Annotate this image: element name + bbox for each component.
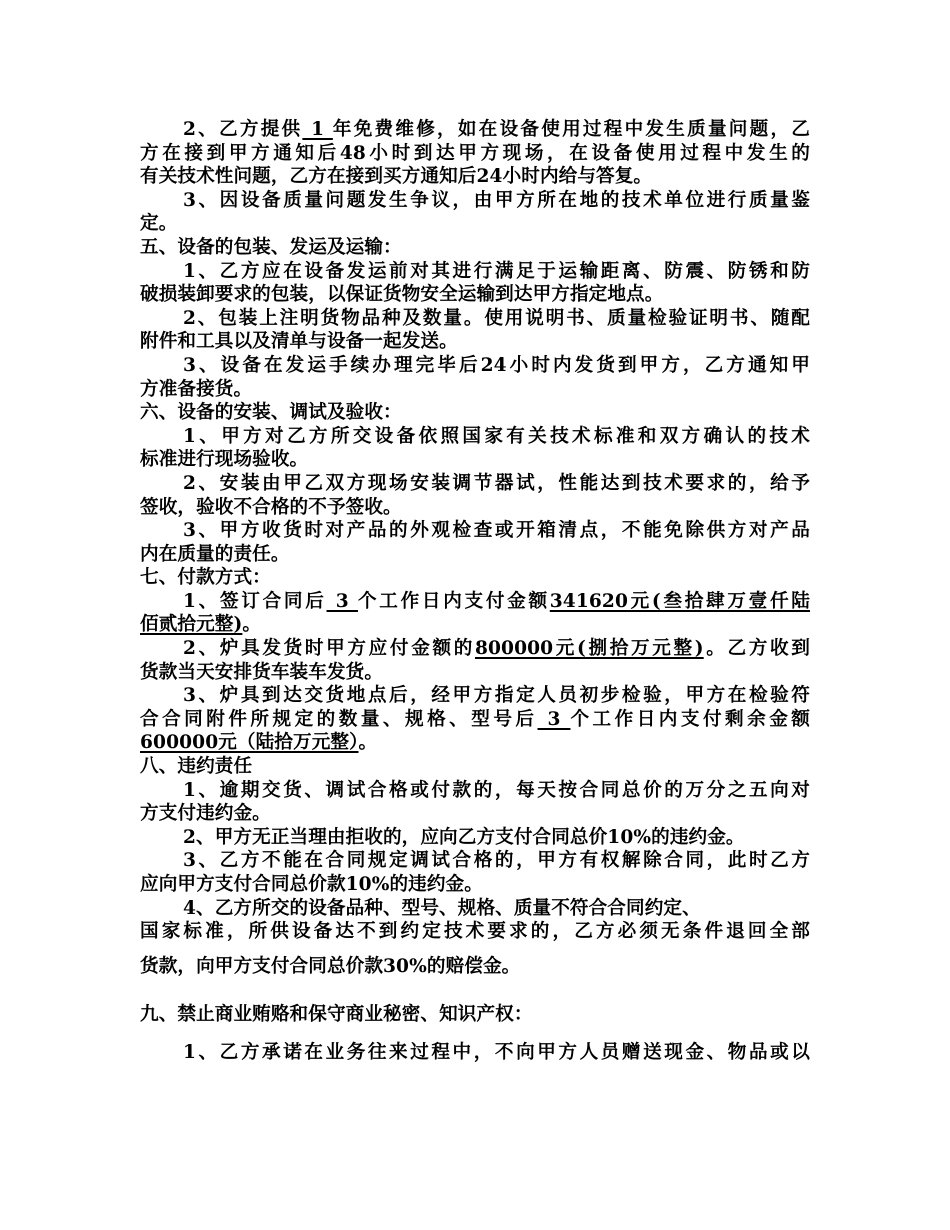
clause5-heading: 五、设备的包装、发运及运输： <box>140 236 402 258</box>
clause9-heading: 九、禁止商业贿赂和保守商业秘密、知识产权： <box>140 1003 533 1025</box>
warranty-years: 1 <box>302 119 333 140</box>
clause8-item3-line2: 应向甲方支付合同总价款10%的违约金。 <box>140 874 483 895</box>
clause5-item2-line1: 2、包装上注明货物品种及数量。使用说明书、质量检验证明书、随配 <box>183 307 810 329</box>
clause5-item3-line1: 3、设备在发运手续办理完毕后24小时内发货到甲方，乙方通知甲 <box>183 354 810 376</box>
final-payment-days: 3 <box>537 708 571 730</box>
clause6-item1-line1: 1、甲方对乙方所交设备依照国家有关技术标准和双方确认的技术 <box>183 425 810 447</box>
clause8-item1-line2: 方支付违约金。 <box>140 803 271 825</box>
clause5-item2-line2: 附件和工具以及清单与设备一起发送。 <box>140 331 458 353</box>
clause6-item2-line1: 2、安装由甲乙双方现场安装调节器试，性能达到技术要求的，给予 <box>183 472 810 494</box>
clause4-item2-line1: 2、乙方提供 1 年免费维修，如在设备使用过程中发生质量问题，乙 <box>183 119 810 140</box>
clause8-item4-line1: 4、乙方所交的设备品种、型号、规格、质量不符合合同约定、 <box>183 897 701 919</box>
first-payment-amount-cont: 佰贰拾元整) <box>140 614 243 636</box>
clause7-item1-line2: 佰贰拾元整)。 <box>140 614 262 636</box>
clause5-item1-line1: 1、乙方应在设备发运前对其进行满足于运输距离、防震、防锈和防 <box>183 260 810 282</box>
clause7-item3-line2: 合合同附件所规定的数量、规格、型号后 3 个工作日内支付剩余金额 <box>140 708 810 730</box>
clause4-item2-line2: 方在接到甲方通知后48小时到达甲方现场，在设备使用过程中发生的 <box>140 142 810 164</box>
clause6-heading: 六、设备的安装、调试及验收： <box>140 402 402 424</box>
clause5-item1-line2: 破损装卸要求的包装，以保证货物安全运输到达甲方指定地点。 <box>140 284 664 306</box>
clause4-item2-line3: 有关技术性问题，乙方在接到买方通知后24小时内给与答复。 <box>140 166 653 188</box>
clause7-heading: 七、付款方式： <box>140 567 271 589</box>
clause7-item2-line2: 货款当天安排货车装车发货。 <box>140 661 384 683</box>
clause7-item3-line3: 600000元（陆拾万元整）。 <box>140 732 378 754</box>
clause6-item3-line2: 内在质量的责任。 <box>140 543 290 565</box>
clause8-heading: 八、违约责任 <box>140 756 253 778</box>
clause8-item1-line1: 1、逾期交货、调试合格或付款的，每天按合同总价的万分之五向对 <box>183 779 810 801</box>
clause4-item3-line2: 定。 <box>140 213 178 235</box>
clause8-item4-line3: 货款，向甲方支付合同总价款30%的赔偿金。 <box>140 955 521 977</box>
contract-page <box>140 118 810 1064</box>
clause9-item1-line1: 1、乙方承诺在业务往来过程中，不向甲方人员赠送现金、物品或以 <box>183 1041 810 1063</box>
clause6-item3-line1: 3、甲方收货时对产品的外观检查或开箱清点，不能免除供方对产品 <box>183 520 810 542</box>
clause8-item4-line2: 国家标准，所供设备达不到约定技术要求的，乙方必须无条件退回全部 <box>140 921 810 943</box>
second-payment-amount: 800000元(捌拾万元整) <box>474 638 704 660</box>
clause8-item2-line1: 2、甲方无正当理由拒收的，应向乙方支付合同总价10%的违约金。 <box>183 826 745 848</box>
clause6-item1-line2: 标准进行现场验收。 <box>140 449 309 471</box>
first-payment-amount: 341620元(叁拾肆万壹仟陆 <box>549 590 810 612</box>
final-payment-amount: 600000元（陆拾万元整） <box>140 732 359 754</box>
clause6-item2-line2: 签收，验收不合格的不予签收。 <box>140 496 402 518</box>
first-payment-days: 3 <box>326 590 358 612</box>
clause5-item3-line2: 方准备接货。 <box>140 378 253 400</box>
clause7-item3-line1: 3、炉具到达交货地点后，经甲方指定人员初步检验，甲方在检验符 <box>183 685 810 707</box>
clause4-item3-line1: 3、因设备质量问题发生争议，由甲方所在地的技术单位进行质量鉴 <box>183 189 810 211</box>
clause8-item3-line1: 3、乙方不能在合同规定调试合格的，甲方有权解除合同，此时乙方 <box>183 850 810 872</box>
clause7-item1-line1: 1、签订合同后 3 个工作日内支付金额341620元(叁拾肆万壹仟陆 <box>183 590 810 612</box>
clause7-item2-line1: 2、炉具发货时甲方应付金额的800000元(捌拾万元整)。乙方收到 <box>183 638 810 660</box>
